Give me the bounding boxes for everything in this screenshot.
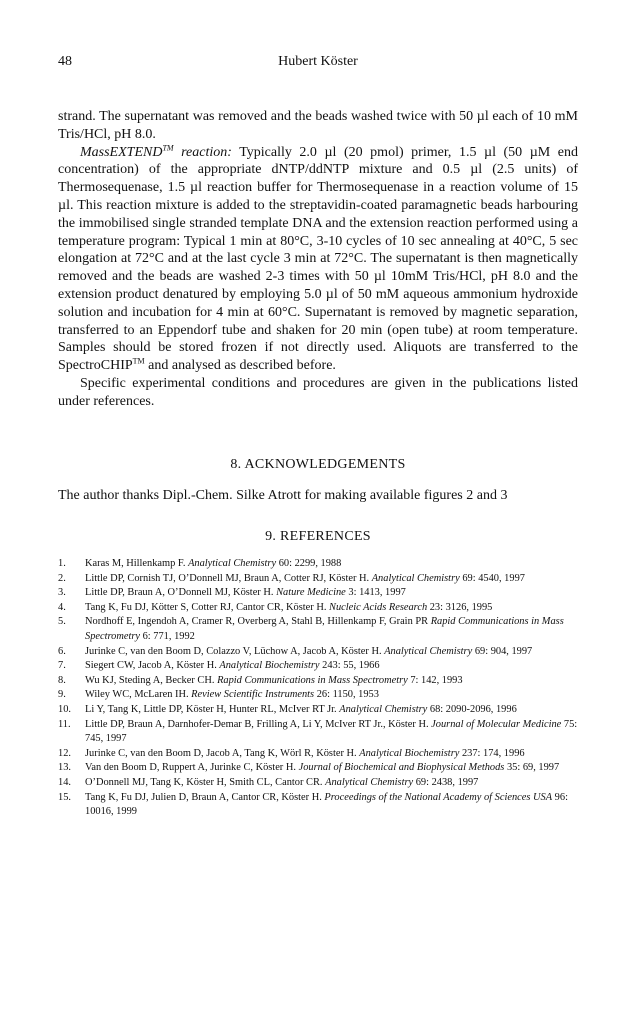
reference-volume: 69: 4540, 1997 — [459, 572, 525, 584]
reference-item — [58, 761, 578, 776]
reference-journal: Analytical Biochemistry — [219, 660, 320, 672]
reference-number: 4. — [58, 601, 66, 613]
reference-item — [58, 776, 578, 791]
reference-number: 10. — [58, 703, 71, 715]
method-title-main: MassEXTEND — [80, 144, 163, 160]
reference-number: 1. — [58, 558, 66, 569]
trademark-mark-2: TM — [132, 356, 145, 366]
reference-volume: 60: 2299, 1988 — [276, 558, 342, 569]
method-title-rest: reaction: — [173, 144, 232, 160]
reference-item — [58, 718, 578, 747]
reference-journal: Analytical Chemistry — [325, 776, 414, 788]
reference-journal: Analytical Biochemistry — [359, 747, 460, 759]
reference-journal: Proceedings of the National Academy of Sciences USA — [324, 791, 553, 803]
reference-volume: 243: 55, 1966 — [319, 660, 380, 672]
reference-number: 3. — [58, 587, 66, 599]
reference-item — [58, 601, 578, 616]
reference-volume: 26: 1150, 1953 — [314, 689, 379, 701]
reference-journal: Journal of Biochemical and Biophysical Methods — [298, 762, 505, 774]
reference-authors: O’Donnell MJ, Tang K, Köster H, Smith CL, Cantor CR. — [85, 776, 326, 788]
method-title — [80, 142, 232, 160]
paragraph-massextend — [58, 144, 578, 375]
reference-item — [58, 557, 578, 572]
reference-journal: Analytical Chemistry — [371, 572, 460, 584]
reference-journal: Analytical Chemistry — [188, 558, 277, 569]
reference-number: 7. — [58, 660, 66, 672]
reference-number: 9. — [58, 689, 66, 701]
page-number: 48 — [58, 54, 72, 69]
reference-authors: Li Y, Tang K, Little DP, Köster H, Hunter RL, McIver RT Jr. — [85, 703, 340, 715]
method-text-b: and analysed as described before. — [144, 358, 336, 374]
reference-number: 11. — [58, 718, 71, 730]
reference-authors: Tang K, Fu DJ, Kötter S, Cotter RJ, Cantor CR, Köster H. — [85, 601, 330, 613]
reference-item — [58, 615, 578, 644]
acknowledgements-heading: 8. ACKNOWLEDGEMENTS — [230, 457, 406, 472]
references-heading: 9. REFERENCES — [265, 529, 371, 544]
reference-volume: 237: 174, 1996 — [459, 747, 525, 759]
reference-journal: Rapid Communications in Mass Spectrometry — [85, 616, 564, 642]
reference-volume: 3: 1413, 1997 — [345, 587, 406, 599]
reference-authors: Van den Boom D, Ruppert A, Jurinke C, Köster H. — [85, 762, 299, 774]
reference-journal: Analytical Chemistry — [384, 645, 473, 657]
reference-authors: Tang K, Fu DJ, Julien D, Braun A, Cantor CR, Köster H. — [85, 791, 325, 803]
reference-volume: 69: 2438, 1997 — [413, 776, 479, 788]
reference-number: 13. — [58, 762, 71, 774]
reference-volume: 35: 69, 1997 — [504, 762, 560, 774]
reference-authors: Little DP, Braun A, Darnhofer-Demar B, Frilling A, Li Y, McIver RT Jr., Köster H. — [85, 718, 432, 730]
reference-volume: 68: 2090-2096, 1996 — [427, 703, 517, 715]
reference-authors: Wiley WC, McLaren IH. — [85, 689, 192, 701]
reference-volume: 75: 745, 1997 — [85, 718, 578, 745]
reference-number: 5. — [58, 616, 66, 628]
reference-journal: Journal of Molecular Medicine — [431, 718, 562, 730]
reference-authors: Nordhoff E, Ingendoh A, Cramer R, Overberg A, Stahl B, Hillenkamp F, Grain PR — [85, 616, 431, 628]
body-text — [58, 108, 578, 411]
reference-item — [58, 747, 578, 762]
reference-number: 6. — [58, 645, 66, 657]
reference-number: 8. — [58, 674, 66, 686]
reference-list — [58, 557, 578, 820]
reference-volume: 6: 771, 1992 — [140, 630, 195, 642]
reference-item — [58, 674, 578, 689]
reference-item — [58, 703, 578, 718]
reference-item — [58, 645, 578, 660]
reference-volume: 69: 904, 1997 — [472, 645, 533, 657]
reference-journal: Rapid Communications in Mass Spectrometry — [217, 674, 408, 686]
acknowledgements-text: The author thanks Dipl.-Chem. Silke Atrott for making available figures 2 and 3 — [58, 488, 508, 503]
reference-journal: Analytical Chemistry — [339, 703, 428, 715]
running-header — [58, 54, 578, 72]
reference-journal: Nature Medicine — [276, 587, 346, 599]
reference-journal: Nucleic Acids Research — [329, 601, 428, 613]
paragraph-conditions: Specific experimental conditions and procedures are given in the publications listed under references. — [58, 375, 578, 409]
reference-authors: Wu KJ, Steding A, Becker CH. — [85, 674, 218, 686]
reference-item — [58, 688, 578, 703]
reference-item — [58, 572, 578, 587]
reference-authors: Siegert CW, Jacob A, Köster H. — [85, 660, 220, 672]
reference-journal: Review Scientific Instruments — [191, 689, 315, 701]
trademark-mark: TM — [162, 142, 174, 152]
reference-number: 2. — [58, 572, 66, 584]
reference-authors: Little DP, Braun A, O’Donnell MJ, Köster H. — [85, 587, 277, 599]
reference-authors: Jurinke C, van den Boom D, Jacob A, Tang K, Wörl R, Köster H. — [85, 747, 360, 759]
reference-authors: Little DP, Cornish TJ, O’Donnell MJ, Braun A, Cotter RJ, Köster H. — [85, 572, 372, 584]
method-text-a: Typically 2.0 µl (20 pmol) primer, 1.5 µl (50 µM end concentration) of the appropriate dNTP/ddNTP mixture and 0.5 µl (2.5 units) of Thermosequenase, 1.5 µl reaction buffer for Thermosequenase in a reaction volume of 15 µl. This reaction mixture is added to the streptavidin-coated paramagnetic beads harbouring the immobilised single stranded template DNA and the extension reaction performed using a temperature program: Typical 1 min at 80°C, 3-10 cycles of 10 sec annealing at 40°C, 5 sec elongation at 72°C and at the last cycle 3 min at 72°C. The supernatant is then magnetically removed and the beads are washed 2-3 times with 50 µl 10mM Tris/HCl, pH 8.0 and the extension product denatured by employing 5.0 µl of 50 mM aqueous ammonium hydroxide solution and incubation for 4 min at 60°C. Supernatant is removed by magnetic separation, transferred to an Eppendorf tube and shaken for 20 min (open tube) at room temperature. Samples should be stored frozen if not directly used. Aliquots are transferred to the SpectroCHIP — [58, 144, 578, 374]
running-title: Hubert Köster — [278, 54, 358, 69]
reference-item — [58, 586, 578, 601]
reference-item — [58, 659, 578, 674]
reference-number: 15. — [58, 791, 71, 803]
reference-item — [58, 791, 578, 820]
paragraph-continuation: strand. The supernatant was removed and the beads washed twice with 50 µl each of 10 mM Tris/HCl, pH 8.0. — [58, 109, 578, 142]
reference-volume: 96: 10016, 1999 — [85, 791, 568, 818]
reference-volume: 23: 3126, 1995 — [427, 601, 493, 613]
reference-authors: Karas M, Hillenkamp F. — [85, 558, 189, 569]
reference-volume: 7: 142, 1993 — [407, 674, 463, 686]
reference-authors: Jurinke C, van den Boom D, Colazzo V, Lüchow A, Jacob A, Köster H. — [85, 645, 385, 657]
reference-number: 14. — [58, 776, 71, 788]
reference-number: 12. — [58, 747, 71, 759]
